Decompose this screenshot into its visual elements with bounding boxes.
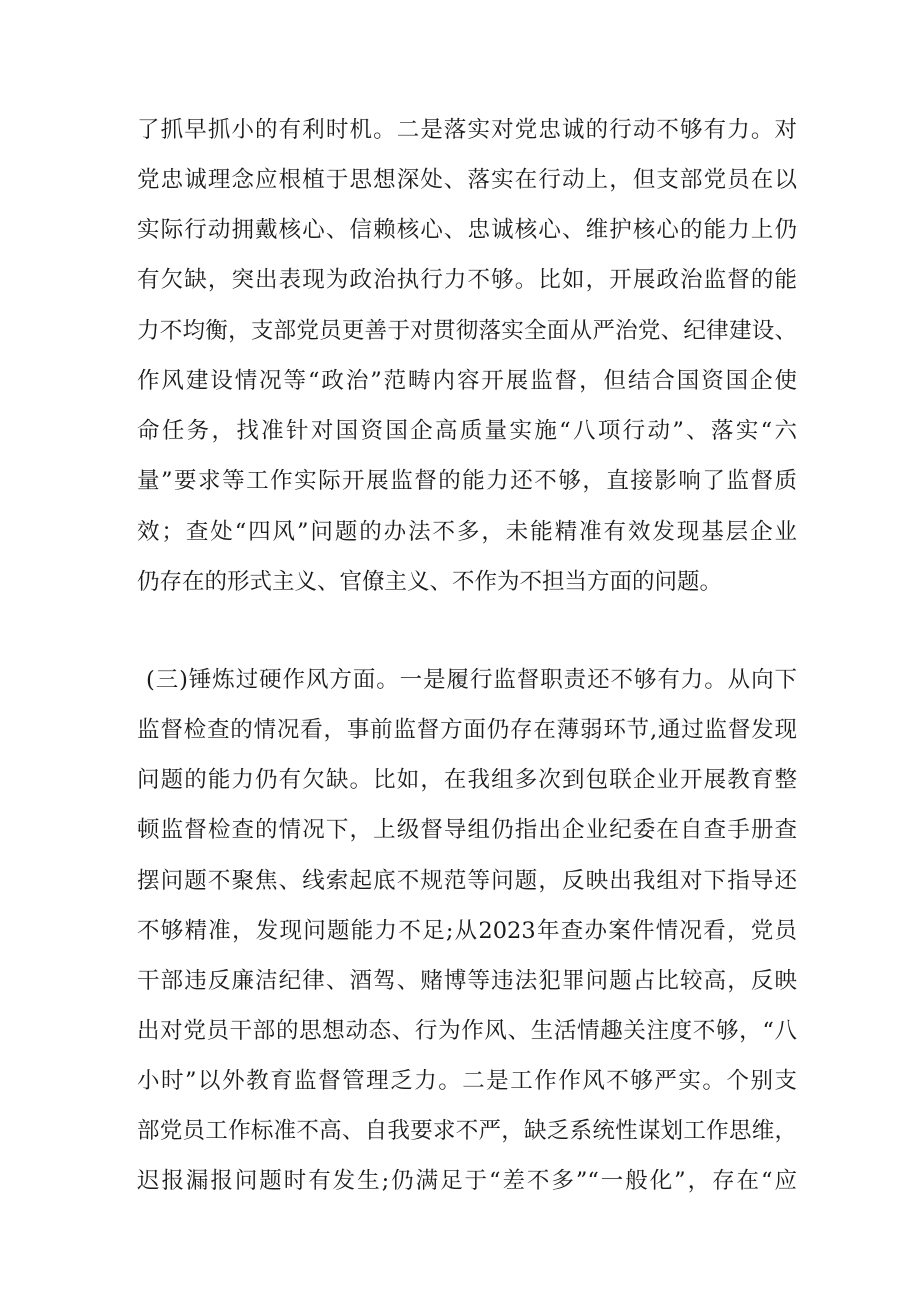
- text-line: 小时”以外教育监督管理乏力。二是工作作风不够严实。个别支: [137, 1068, 797, 1094]
- text-line: 了抓早抓小的有利时机。二是落实对党忠诚的行动不够有力。对: [137, 117, 797, 143]
- text-line: 实际行动拥戴核心、信赖核心、忠诚核心、维护核心的能力上仍: [137, 217, 797, 243]
- text-line: 作风建设情况等“政治”范畴内容开展监督，但结合国资国企使: [137, 368, 797, 394]
- text-line: 力不均衡，支部党员更善于对贯彻落实全面从严治党、纪律建设、: [137, 318, 797, 344]
- text-line: 出对党员干部的思想动态、行为作风、生活情趣关注度不够，“八: [137, 1018, 797, 1044]
- text-line: 量”要求等工作实际开展监督的能力还不够，直接影响了监督质: [137, 468, 797, 494]
- text-line: 有欠缺，突出表现为政治执行力不够。比如，开展政治监督的能: [137, 267, 797, 293]
- text-line: 仍存在的形式主义、官僚主义、不作为不担当方面的问题。: [137, 569, 723, 595]
- text-line: 干部违反廉洁纪律、酒驾、赌博等违法犯罪问题占比较高，反映: [137, 968, 797, 994]
- text-line: 监督检查的情况看，事前监督方面仍存在薄弱环节,通过监督发现: [137, 717, 797, 743]
- text-line: 党忠诚理念应根植于思想深处、落实在行动上，但支部党员在以: [137, 167, 797, 193]
- text-line: 部党员工作标准不高、自我要求不严，缺乏系统性谋划工作思维，: [137, 1118, 797, 1144]
- text-line: 顿监督检查的情况下，上级督导组仍指出企业纪委在自查手册查: [137, 817, 797, 843]
- text-line: 不够精准，发现问题能力不足;从2023年查办案件情况看，党员: [137, 918, 797, 944]
- text-line: 效；查处“四风”问题的办法不多，未能精准有效发现基层企业: [137, 519, 797, 545]
- section-heading-line: (三)锤炼过硬作风方面。一是履行监督职责还不够有力。从向下: [146, 667, 797, 693]
- text-line: 命任务，找准针对国资国企高质量实施“八项行动”、落实“六: [137, 418, 797, 444]
- text-line: 迟报漏报问题时有发生;仍满足于“差不多”“一般化”，存在“应: [137, 1168, 797, 1194]
- text-line: 问题的能力仍有欠缺。比如，在我组多次到包联企业开展教育整: [137, 767, 797, 793]
- text-line: 摆问题不聚焦、线索起底不规范等问题，反映出我组对下指导还: [137, 868, 797, 894]
